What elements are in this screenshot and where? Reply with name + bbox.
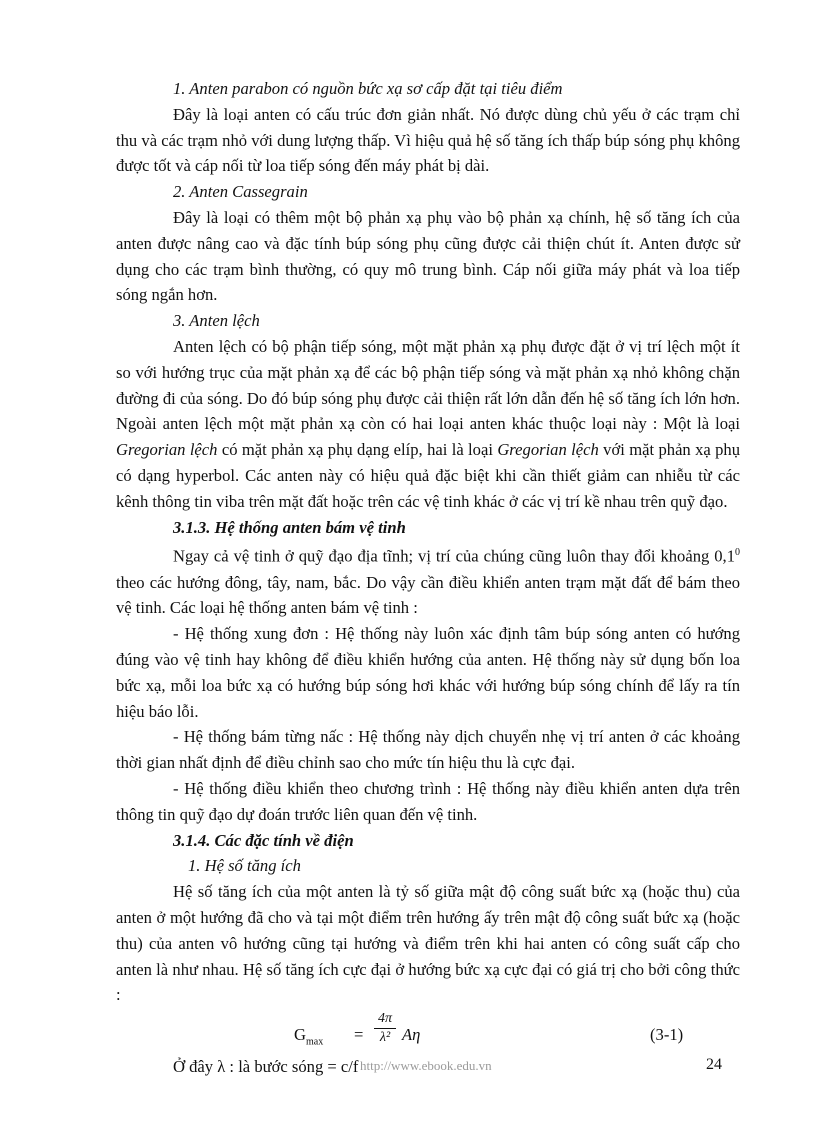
section-heading-3-1-3: 3.1.3. Hệ thống anten bám vệ tinh bbox=[173, 517, 406, 537]
text-run: có mặt phản xạ phụ dạng elíp, hai là loại bbox=[217, 440, 498, 460]
formula-tail: Aη bbox=[402, 1025, 421, 1045]
paragraph-parabolic-antenna: Đây là loại anten có cấu trúc đơn giản nhất. Nó được dùng chủ yếu ở các trạm chỉ thu và các trạm nhỏ với dung lượng thấp. Vì hiệu quả hệ số tăng ích thấp búp sóng phụ không được tốt và cáp nối từ loa tiếp sóng đến máy phát bị dài. bbox=[116, 104, 740, 176]
text-run: Anten lệch có bộ phận tiếp sóng, một mặt phản xạ phụ được đặt ở vị trí lệch một ít so với hướng trục của mặt phản xạ để các bộ phận tiếp sóng và mặt phản xạ nhỏ không chặn đường đi của sóng. Do đó búp sóng phụ được cải thiện rất lớn dẫn đến hệ số tăng ích lớn hơn. Ngoài anten lệch một mặt phản xạ còn có hai loại anten khác thuộc loại này : Một là loại bbox=[116, 336, 740, 434]
paragraph-offset-antenna bbox=[116, 334, 740, 515]
bullet-program-track: - Hệ thống điều khiển theo chương trình : Hệ thống này điều khiển anten dựa trên thông tin quỹ đạo dự đoán trước liên quan đến vệ tinh. bbox=[116, 779, 740, 824]
bullet-monopulse: - Hệ thống xung đơn : Hệ thống này luôn xác định tâm búp sóng anten có hướng đúng vào vệ tinh hay không để điều khiển hướng của anten. Hệ thống này sử dụng bốn loa bức xạ, mỗi loa bức xạ có hướng búp sóng hơi khác với hướng búp sóng chính để lấy ra tín hiệu báo lỗi. bbox=[116, 624, 740, 721]
text-run: theo các hướng đông, tây, nam, bắc. Do vậy cần điều khiển anten trạm mặt đất để bám theo vệ tinh. Các loại hệ thống anten bám vệ tinh : bbox=[116, 572, 740, 618]
page-content bbox=[116, 76, 740, 1080]
formula-subscript: max bbox=[305, 1036, 324, 1048]
heading-cassegrain-antenna: 2. Anten Cassegrain bbox=[173, 182, 308, 202]
emphasis-gregorian-1: Gregorian lệch bbox=[116, 440, 218, 460]
page-number: 24 bbox=[706, 1056, 722, 1073]
formula-number: (3-1) bbox=[650, 1025, 684, 1045]
emphasis-gregorian-2: Gregorian lệch bbox=[497, 440, 599, 460]
formula-numerator: 4π bbox=[374, 1010, 396, 1029]
text-run: Ngay cả vệ tinh ở quỹ đạo địa tĩnh; vị trí của chúng cũng luôn thay đổi khoảng 0,1 bbox=[173, 546, 735, 566]
paragraph-wavelength: Ở đây λ : là bước sóng = c/f bbox=[173, 1057, 359, 1077]
formula-denominator: λ² bbox=[379, 1030, 391, 1046]
formula-equals: = bbox=[354, 1025, 364, 1045]
subheading-gain: 1. Hệ số tăng ích bbox=[188, 856, 301, 876]
footer-url[interactable]: http://www.ebook.edu.vn bbox=[360, 1058, 492, 1073]
section-heading-3-1-4: 3.1.4. Các đặc tính về điện bbox=[173, 830, 354, 850]
paragraph-cassegrain-antenna: Đây là loại có thêm một bộ phản xạ phụ vào bộ phản xạ chính, hệ số tăng ích của anten được nâng cao và đặc tính búp sóng phụ cũng được cải thiện chút ít. Anten được sử dụng cho các trạm bình thường, có quy mô trung bình. Cáp nối giữa máy phát và loa tiếp sóng ngắn hơn. bbox=[116, 207, 740, 305]
paragraph-gain: Hệ số tăng ích của một anten là tỷ số giữa mật độ công suất bức xạ (hoặc thu) của anten ở một hướng đã cho và tại một điểm trên hướng ấy trên mật độ công suất bức xạ (hoặc thu) của anten vô hướng cũng tại hướng và điểm trên khi hai anten có công suất cấp cho anten là như nhau. Hệ số tăng ích cực đại ở hướng bức xạ cực đại có giá trị cho bởi công thức : bbox=[116, 882, 740, 1005]
formula-g: G bbox=[294, 1025, 306, 1045]
text-run: với mặt phản xạ phụ có dạng hyperbol. Các anten này có hiệu quả đặc biệt khi cần thiết giảm can nhiễu từ các kênh thông tin viba trên mặt đất hoặc trên các vệ tinh khác ở các vị trí kề nhau trên quỹ đạo. bbox=[116, 440, 741, 511]
bullet-step-track: - Hệ thống bám từng nấc : Hệ thống này dịch chuyển nhẹ vị trí anten ở các khoảng thời gian nhất định để điều chỉnh sao cho mức tín hiệu thu là cực đại. bbox=[116, 727, 740, 773]
heading-parabolic-antenna: 1. Anten parabon có nguồn bức xạ sơ cấp đặt tại tiêu điểm bbox=[173, 79, 563, 98]
formula-3-1 bbox=[116, 1012, 740, 1054]
paragraph-tracking-intro bbox=[116, 540, 740, 621]
heading-offset-antenna: 3. Anten lệch bbox=[173, 311, 260, 331]
formula-fraction bbox=[374, 1010, 396, 1047]
formula-lhs bbox=[294, 1022, 323, 1055]
degree-superscript: 0 bbox=[735, 547, 740, 559]
